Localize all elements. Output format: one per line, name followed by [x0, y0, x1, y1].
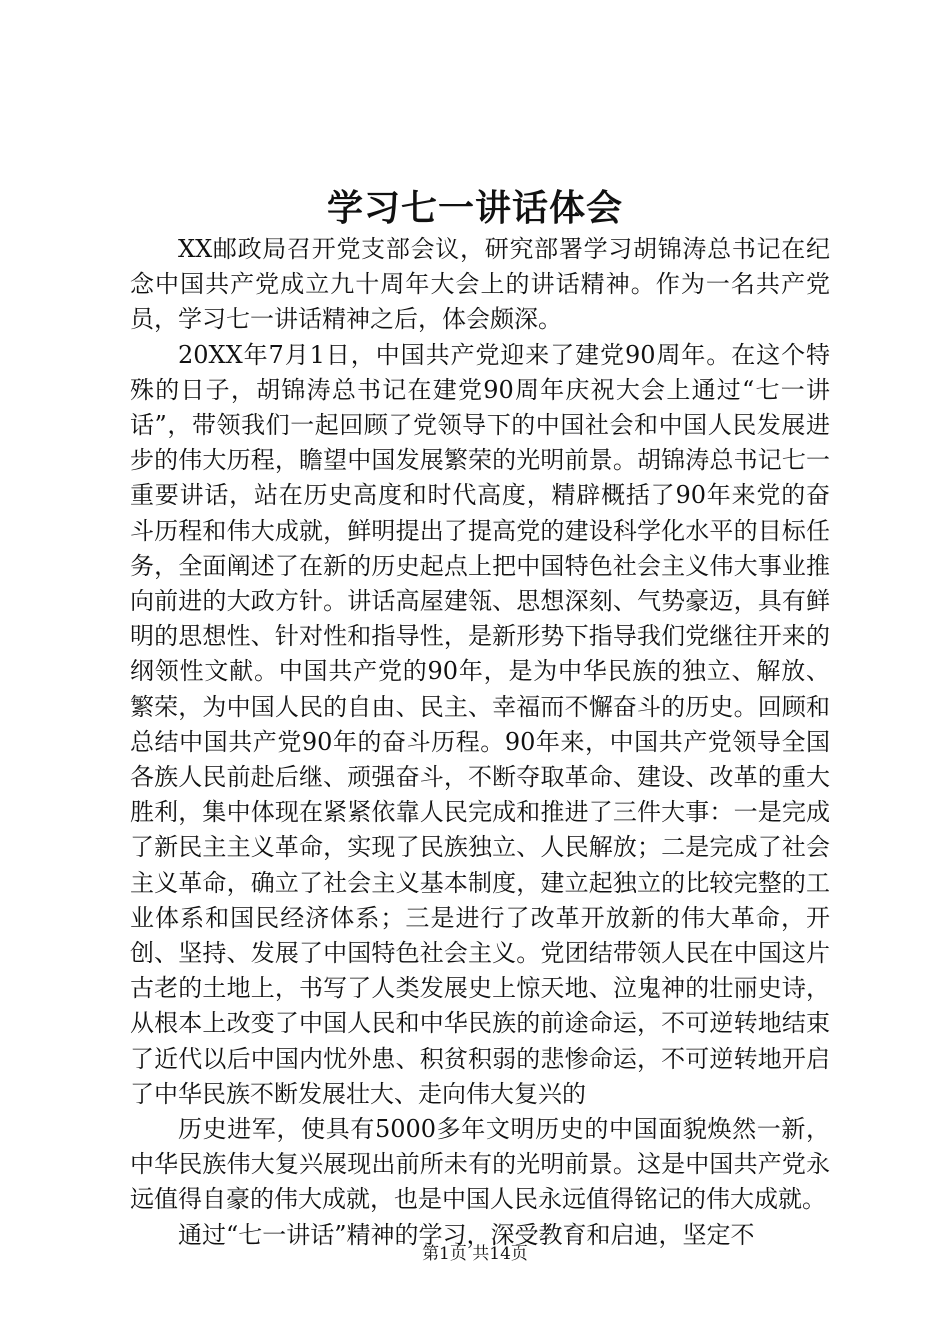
paragraph-2: 20XX年7月1日，中国共产党迎来了建党90周年。在这个特殊的日子，胡锦涛总书记在建党90周年庆祝大会上通过“七一讲话”，带领我们一起回顾了党领导下的中国社会和中国人民发展进步的伟大历程，瞻望中国发展繁荣的光明前景。胡锦涛总书记七一重要讲话，站在历史高度和时代高度，精辟概括了90年来党的奋斗历程和伟大成就，鲜明提出了提高党的建设科学化水平的目标任务，全面阐述了在新的历史起点上把中国特色社会主义伟大事业推向前进的大政方针。讲话高屋建瓴、思想深刻、气势豪迈，具有鲜明的思想性、针对性和指导性，是新形势下指导我们党继往开来的纲领性文献。中国共产党的90年，是为中华民族的独立、解放、繁荣，为中国人民的自由、民主、幸福而不懈奋斗的历史。回顾和总结中国共产党90年的奋斗历程。90年来，中国共产党领导全国各族人民前赴后继、顽强奋斗，不断夺取革命、建设、改革的重大胜利，集中体现在紧紧依靠人民完成和推进了三件大事：一是完成了新民主主义革命，实现了民族独立、人民解放；二是完成了社会主义革命，确立了社会主义基本制度，建立起独立的比较完整的工业体系和国民经济体系；三是进行了改革开放新的伟大革命，开创、坚持、发展了中国特色社会主义。党团结带领人民在中国这片古老的土地上，书写了人类发展史上惊天地、泣鬼神的壮丽史诗，从根本上改变了中国人民和中华民族的前途命运，不可逆转地结束了近代以后中国内忧外患、积贫积弱的悲惨命运，不可逆转地开启了中华民族不断发展壮大、走向伟大复兴的: [130, 340, 830, 1108]
paragraph-1: XX邮政局召开党支部会议，研究部署学习胡锦涛总书记在纪念中国共产党成立九十周年大会上的讲话精神。作为一名共产党员，学习七一讲话精神之后，体会颇深。: [130, 235, 830, 334]
paragraph-3: 历史进军，使具有5000多年文明历史的中国面貌焕然一新，中华民族伟大复兴展现出前所未有的光明前景。这是中国共产党永远值得自豪的伟大成就，也是中国人民永远值得铭记的伟大成就。: [130, 1115, 830, 1214]
paragraph-4: 通过“七一讲话”精神的学习，深受教育和启迪，坚定不: [178, 1220, 755, 1249]
document-title: 学习七一讲话体会: [326, 187, 623, 229]
page-footer: 第1页 共14页: [422, 1244, 528, 1264]
document-body: [130, 232, 830, 1253]
